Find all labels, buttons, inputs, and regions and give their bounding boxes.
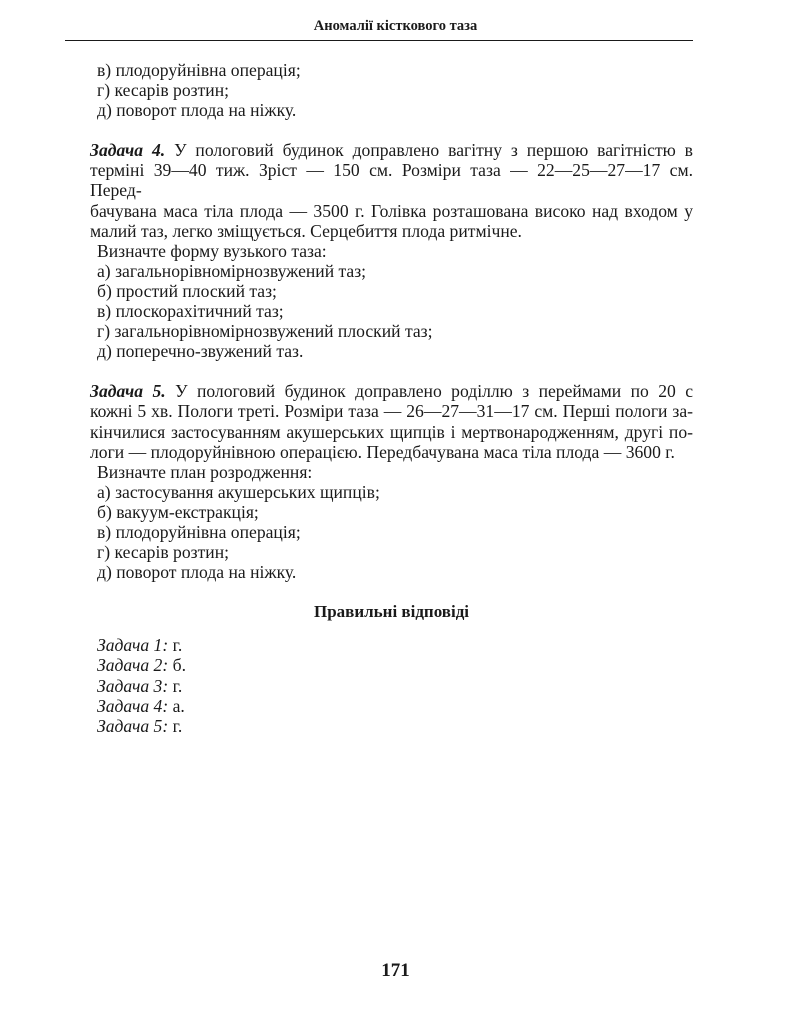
task-4-line-4: малий таз, легко зміщується. Серцебиття плода ритмічне. [90,220,522,241]
task-5-option: д) поворот плода на ніжку. [97,562,297,583]
task-5-option: а) застосування акушерських щипців; [97,481,380,502]
task-4-text: У пологовий будинок доправлено вагітну з першою вагітністю в [165,140,693,161]
page-number: 171 [381,960,410,981]
answer-label: Задача 2: [97,655,169,676]
task-4-option: г) загальнорівномірнозвужений плоский таз; [97,321,433,342]
task-5-line-4: логи — плодоруйнівною операцією. Передбачувана маса тіла плода — 3600 г. [90,441,675,462]
task-5-line-3: кінчилися застосуванням акушерських щипців і мертвонародженням, другі по- [90,421,693,442]
task-5-line-2: кожні 5 хв. Пологи треті. Розміри таза — 26—27—31—17 см. Перші пологи за- [90,401,693,422]
option-line: в) плодоруйнівна операція; [97,60,301,80]
task-4 [90,140,693,361]
answer-item [90,635,693,655]
task-5 [90,381,693,582]
task-4-option: д) поперечно-звужений таз. [97,341,304,362]
task-4-line-2: терміні 39—40 тиж. Зріст — 150 см. Розміри таза — 22—25—27—17 см. Перед- [90,160,693,201]
task-5-option: в) плодоруйнівна операція; [97,521,301,542]
task-5-question: Визначте план розродження: [97,461,313,482]
answer-value: б. [172,655,186,676]
task-4-option: б) простий плоский таз; [97,280,277,301]
answer-item [90,716,693,736]
task-4-label: Задача 4. [90,140,166,161]
task-4-option: а) загальнорівномірнозвужений таз; [97,260,367,281]
options-continued [90,60,693,120]
task-5-line-1 [90,381,693,401]
task-4-question: Визначте форму вузького таза: [97,240,327,261]
task-4-line-3: бачувана маса тіла плода — 3500 г. Голівка розташована високо над входом у [90,200,693,221]
option-line: г) кесарів розтин; [97,80,230,101]
answer-value: г. [172,675,183,696]
task-5-label: Задача 5. [90,381,166,402]
answers-heading: Правильні відповіді [313,602,470,622]
answer-value: г. [172,715,183,736]
running-header: Аномалії кісткового таза [313,18,478,34]
task-5-option: г) кесарів розтин; [97,542,230,563]
option-line: д) поворот плода на ніжку. [97,100,297,121]
task-5-option: б) вакуум-екстракція; [97,501,259,522]
answer-label: Задача 3: [97,675,169,696]
answer-label: Задача 1: [97,635,169,656]
answers-list [90,635,693,735]
answer-value: г. [172,635,183,656]
task-4-line-1 [90,140,693,160]
answer-value: а. [172,695,185,716]
answer-label: Задача 5: [97,715,169,736]
answer-item [90,676,693,696]
answer-item [90,655,693,675]
header-rule [65,40,693,41]
page-body [90,60,693,736]
answer-item [90,696,693,716]
answer-label: Задача 4: [97,695,169,716]
task-5-text: У пологовий будинок доправлено роділлю з переймами по 20 с [165,381,694,402]
task-4-option: в) плоскорахітичний таз; [97,301,284,322]
